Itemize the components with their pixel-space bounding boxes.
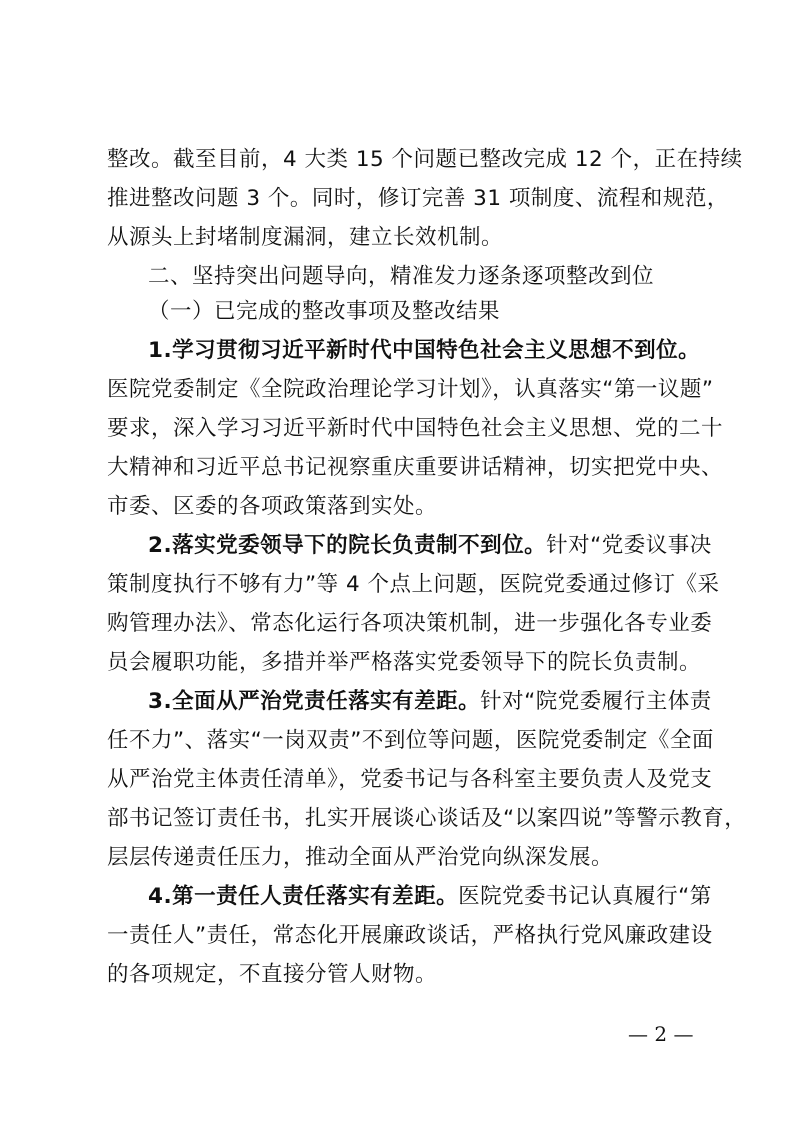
paragraph-line: 任不力”、落实“一岗双责”不到位等问题，医院党委制定《全面 (107, 728, 714, 753)
subsection-heading: （一）已完成的整改事项及整改结果 (148, 299, 501, 324)
paragraph-line: 的各项规定，不直接分管人财物。 (107, 962, 438, 987)
paragraph-line: 一责任人”责任，常态化开展廉政谈话，严格执行党风廉政建设 (107, 923, 713, 948)
paragraph-line: 从严治党主体责任清单》，党委书记与各科室主要负责人及党支 (107, 767, 713, 792)
item-heading: 3.全面从严治党责任落实有差距。 (148, 689, 481, 714)
item-text: 针对“党委议事决 (546, 533, 712, 558)
item-text: 针对“院党委履行主体责 (480, 689, 712, 714)
paragraph-line: 从源头上封堵制度漏洞，建立长效机制。 (107, 225, 504, 250)
page-number: — 2 — (628, 1022, 694, 1046)
paragraph-line: 部书记签订责任书，扎实开展谈心谈话及“以案四说”等警示教育， (107, 806, 747, 831)
paragraph-line: 市委、区委的各项政策落到实处。 (107, 494, 438, 519)
item-line (148, 883, 712, 911)
item-line (148, 688, 712, 716)
paragraph-line: 层层传递责任压力，推动全面从严治党向纵深发展。 (107, 845, 614, 870)
paragraph-line: 购管理办法》、常态化运行各项决策机制，进一步强化各专业委 (107, 611, 713, 636)
paragraph-line: 医院党委制定《全院政治理论学习计划》，认真落实“第一议题” (107, 377, 714, 402)
paragraph-line: 要求，深入学习习近平新时代中国特色社会主义思想、党的二十 (107, 416, 724, 441)
item-line (148, 532, 712, 560)
item-heading: 2.落实党委领导下的院长负责制不到位。 (148, 533, 547, 558)
item-text: 医院党委书记认真履行“第 (458, 884, 712, 909)
section-heading: 二、坚持突出问题导向，精准发力逐条逐项整改到位 (148, 264, 655, 289)
paragraph-line: 员会履职功能，多措并举严格落实党委领导下的院长负责制。 (107, 650, 702, 675)
paragraph-line: 大精神和习近平总书记视察重庆重要讲话精神，切实把党中央、 (107, 455, 724, 480)
paragraph-line: 整改。截至目前，4 大类 15 个问题已整改完成 12 个，正在持续 (107, 147, 743, 172)
item-heading: 1.学习贯彻习近平新时代中国特色社会主义思想不到位。 (148, 338, 701, 363)
item-heading: 4.第一责任人责任落实有差距。 (148, 884, 459, 909)
paragraph-line: 策制度执行不够有力”等 4 个点上问题，医院党委通过修订《采 (107, 572, 720, 597)
paragraph-line: 推进整改问题 3 个。同时，修订完善 31 项制度、流程和规范， (107, 186, 729, 211)
